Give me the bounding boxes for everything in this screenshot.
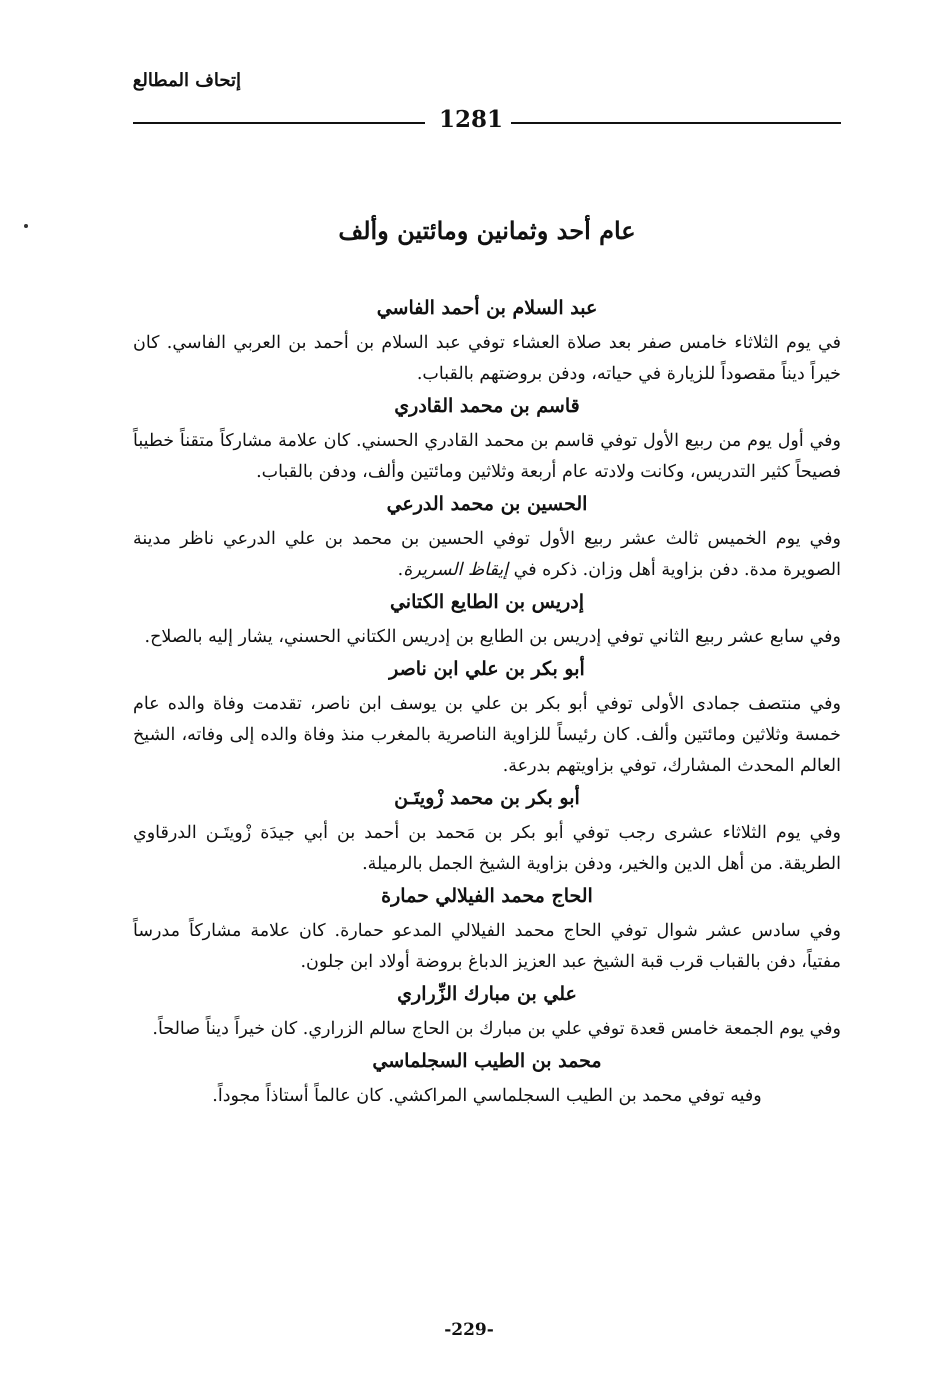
entry-text: وفي سابع عشر ربيع الثاني توفي إدريس بن الطايع بن إدريس الكتاني الحسني، يشار إليه بالصلاح.	[144, 627, 841, 647]
entry-name: الحاج محمد الفيلالي حمارة	[381, 885, 593, 907]
header-rule-left	[133, 122, 425, 124]
chapter-title: عام أحد وثمانين ومائتين وألف	[338, 216, 636, 245]
entry-name: محمد بن الطيب السجلماسي	[372, 1050, 602, 1072]
entry-name: عبد السلام بن أحمد الفاسي	[376, 297, 598, 319]
entry-text	[133, 524, 841, 586]
entry	[133, 394, 841, 488]
entry-text-main: وفي يوم الخميس ثالث عشر ربيع الأول توفي الحسين بن محمد بن علي الدرعي ناظر مدينة الصويرة مدة. دفن بزاوية أهل وزان. ذكره في	[133, 529, 841, 580]
entry-text: وفي سادس عشر شوال توفي الحاج محمد الفيلالي المدعو حمارة. كان علامة مشاركاً مدرساً مفتياً، دفن بالقباب قرب قبة الشيخ عبد العزيز الدباغ بروضة أولاد ابن جلون.	[133, 921, 841, 972]
page-number: -229-	[444, 1320, 494, 1340]
obituary-list	[133, 296, 841, 1116]
ink-dot	[24, 224, 28, 228]
entry	[133, 590, 841, 653]
entry-name: إدريس بن الطايع الكتاني	[389, 591, 585, 613]
entry-text: وفي منتصف جمادى الأولى توفي أبو بكر بن علي بن يوسف ابن ناصر، تقدمت وفاة والده عام خمسة وثلاثين ومائتين وألف. كان رئيساً للزاوية الناصرية بالمغرب منذ وفاة والده إلى وفاته، الشيخ العالم المحدث المشارك، توفي بزاويتهم بدرعة.	[133, 694, 841, 776]
year-number: 1281	[438, 106, 503, 133]
entry-text: وفي أول يوم من ربيع الأول توفي قاسم بن محمد القادري الحسني. كان علامة مشاركاً متقناً خطيباً فصيحاً كثير التدريس، وكانت ولادته عام أربعة وثلاثين ومائتين وألف، ودفن بالقباب.	[133, 431, 841, 482]
entry	[133, 1049, 841, 1112]
entry-name: علي بن مبارك الزِّراري	[397, 983, 577, 1005]
header-rule-right	[511, 122, 841, 124]
entry-text: وفي يوم الجمعة خامس قعدة توفي علي بن مبارك بن الحاج سالم الزراري. كان خيراً ديناً صالحاً.	[152, 1019, 841, 1039]
entry-name: الحسين بن محمد الدرعي	[386, 493, 588, 515]
entry	[133, 296, 841, 390]
entry-text: وفيه توفي محمد بن الطيب السجلماسي المراكشي. كان عالماً أستاذاً مجوداً.	[212, 1086, 762, 1106]
running-title: إتحاف المطالع	[132, 70, 241, 91]
entry-name: قاسم بن محمد القادري	[394, 395, 580, 417]
entry	[133, 492, 841, 586]
entry-text: في يوم الثلاثاء خامس صفر بعد صلاة العشاء توفي عبد السلام بن أحمد بن العربي الفاسي. كان خيراً ديناً مقصوداً للزيارة في حياته، ودفن بروضتهم بالقباب.	[133, 333, 841, 384]
entry	[133, 657, 841, 782]
year-header	[133, 106, 841, 136]
book-citation: إيقاظ السريرة	[403, 560, 509, 580]
entry-text-end: .	[397, 560, 404, 580]
entry	[133, 884, 841, 978]
entry-name: أبو بكر بن علي ابن ناصر	[389, 658, 585, 680]
entry-name: أبو بكر بن محمد زْويتَـن	[394, 787, 580, 809]
entry	[133, 982, 841, 1045]
entry-text: وفي يوم الثلاثاء عشرى رجب توفي أبو بكر بن مَحمد بن أحمد بن أبي جيدَة زْويتَـن الدرقاوي الطريقة. من أهل الدين والخير، ودفن بزاوية الشيخ الجمل بالرميلة.	[133, 823, 841, 874]
entry	[133, 786, 841, 880]
